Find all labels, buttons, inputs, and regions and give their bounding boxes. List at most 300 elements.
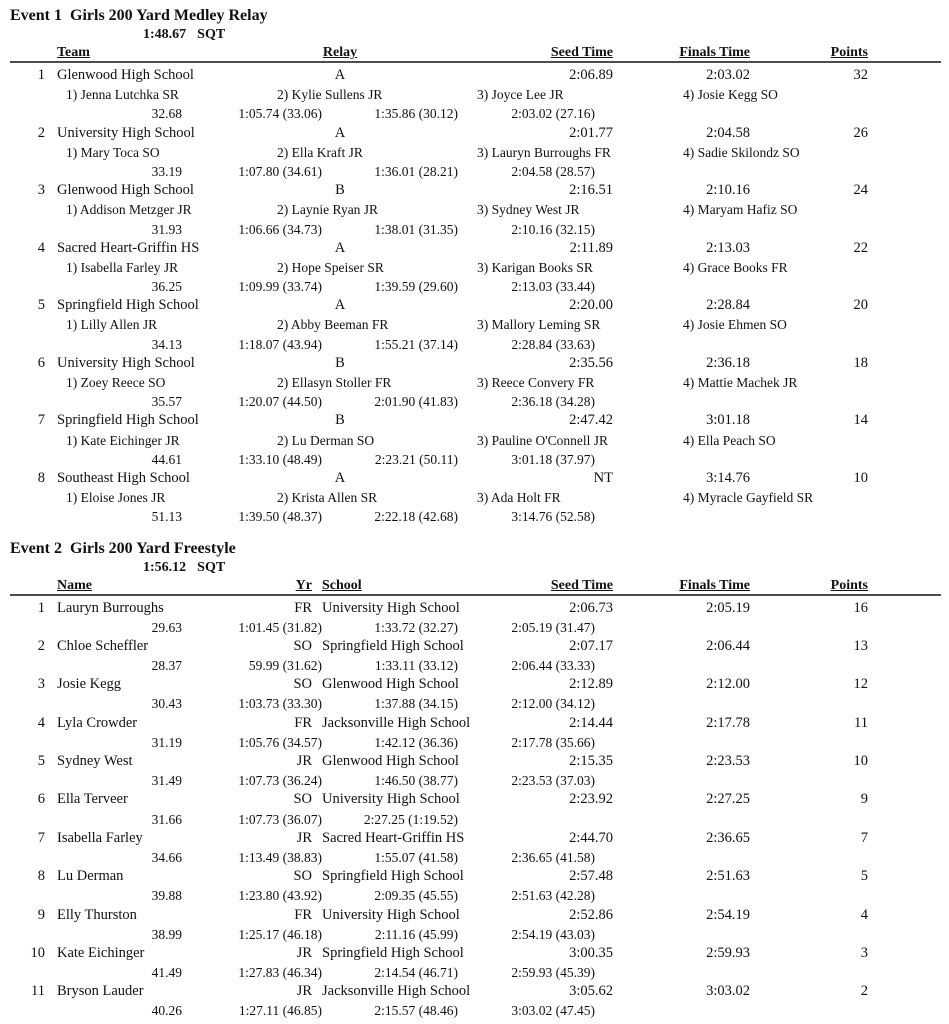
team-name: University High School xyxy=(57,124,195,141)
split-time: 1:07.80 (34.61) xyxy=(238,163,322,179)
swimmer-name: 2) Hope Speiser SR xyxy=(277,259,384,275)
split-time: 1:33.11 (33.12) xyxy=(374,658,458,674)
place-number: 1 xyxy=(37,67,45,83)
finals-time: 2:05.19 xyxy=(706,599,750,616)
relay-result-row xyxy=(0,66,949,124)
finals-time: 2:36.18 xyxy=(706,354,750,371)
points-value: 9 xyxy=(860,791,868,808)
individual-result-row xyxy=(0,906,949,944)
finals-time: 2:04.58 xyxy=(706,124,750,141)
split-time: 44.61 xyxy=(151,451,182,467)
finals-time: 2:59.93 xyxy=(706,944,750,961)
split-time: 2:13.03 (33.44) xyxy=(511,279,595,295)
swimmer-name: Lu Derman xyxy=(57,868,124,885)
finals-time: 2:54.19 xyxy=(706,906,750,923)
points-value: 13 xyxy=(853,637,868,654)
seed-time: 2:44.70 xyxy=(569,829,613,846)
split-time: 32.68 xyxy=(151,106,182,122)
split-time: 3:03.02 (47.45) xyxy=(511,1003,595,1019)
split-time: 2:28.84 (33.63) xyxy=(511,336,595,352)
swimmer-name: 2) Krista Allen SR xyxy=(277,490,378,506)
swimmer-name: Josie Kegg xyxy=(57,676,122,693)
school-name: University High School xyxy=(322,906,460,923)
splits-line xyxy=(0,925,949,944)
split-time: 41.49 xyxy=(151,965,182,981)
finals-time: 2:06.44 xyxy=(706,637,750,654)
split-time: 2:01.90 (41.83) xyxy=(374,394,458,410)
swimmer-name: 1) Mary Toca SO xyxy=(66,144,160,160)
split-time: 2:36.65 (41.58) xyxy=(511,849,595,865)
splits-line xyxy=(0,656,949,675)
swimmer-name: Ella Terveer xyxy=(57,791,128,808)
split-time: 1:09.99 (33.74) xyxy=(238,279,322,295)
split-time: 1:23.80 (43.92) xyxy=(238,888,322,904)
relay-swimmers-line xyxy=(0,258,949,277)
split-time: 1:33.10 (48.49) xyxy=(238,451,322,467)
column-header-seed-time: Seed Time xyxy=(550,45,613,60)
individual-result-row xyxy=(0,982,949,1020)
splits-line xyxy=(0,335,949,354)
split-time: 33.19 xyxy=(151,163,182,179)
individual-result-row xyxy=(0,637,949,675)
place-number: 6 xyxy=(37,791,45,808)
points-value: 10 xyxy=(853,469,868,486)
seed-time: NT xyxy=(593,469,613,486)
swimmer-name: 2) Ella Kraft JR xyxy=(277,144,363,160)
result-main-line xyxy=(0,469,949,488)
swimmer-name: Bryson Lauder xyxy=(57,983,144,1000)
event2-section xyxy=(0,533,949,1021)
relay-result-row xyxy=(0,124,949,182)
seed-time: 2:11.89 xyxy=(569,239,613,256)
school-name: Jacksonville High School xyxy=(322,714,471,731)
splits-line xyxy=(0,848,949,867)
splits-line xyxy=(0,733,949,752)
swimmer-year: SO xyxy=(293,676,312,693)
place-number: 2 xyxy=(37,124,45,141)
seed-time: 2:01.77 xyxy=(569,124,613,141)
swimmer-name: 3) Reece Convery FR xyxy=(477,375,595,390)
finals-time: 2:28.84 xyxy=(706,297,750,314)
relay-letter: B xyxy=(335,354,345,371)
points-value: 2 xyxy=(860,983,868,1000)
finals-time: 2:03.02 xyxy=(706,67,750,83)
points-value: 26 xyxy=(853,124,868,141)
relay-swimmers-line xyxy=(0,373,949,392)
split-time: 2:06.44 (33.33) xyxy=(511,658,595,674)
swimmer-name: Lyla Crowder xyxy=(57,714,138,731)
splits-line xyxy=(0,104,949,123)
place-number: 7 xyxy=(37,829,45,846)
points-value: 24 xyxy=(853,182,868,199)
event2-qualifying-line xyxy=(0,558,949,577)
swimmer-year: SO xyxy=(293,791,312,808)
relay-swimmers-line xyxy=(0,488,949,507)
split-time: 1:46.50 (38.77) xyxy=(374,773,458,789)
splits-line xyxy=(0,886,949,905)
split-time: 2:10.16 (32.15) xyxy=(511,221,595,237)
relay-letter: B xyxy=(335,182,345,199)
relay-swimmers-line xyxy=(0,315,949,334)
swimmer-year: JR xyxy=(296,983,312,1000)
swimmer-name: 3) Sydney West JR xyxy=(477,202,580,218)
points-value: 11 xyxy=(854,714,868,731)
team-name: University High School xyxy=(57,354,195,371)
swimmer-name: 1) Addison Metzger JR xyxy=(66,202,192,218)
swimmer-year: FR xyxy=(294,599,312,616)
swimmer-year: JR xyxy=(296,753,312,769)
split-time: 2:54.19 (43.03) xyxy=(511,926,595,942)
split-time: 34.66 xyxy=(151,849,182,865)
seed-time: 2:07.17 xyxy=(569,637,613,654)
column-header-yr: Yr xyxy=(295,577,312,593)
splits-line xyxy=(0,277,949,296)
swimmer-name: 1) Kate Eichinger JR xyxy=(66,432,180,448)
seed-time: 2:35.56 xyxy=(569,354,613,371)
split-time: 31.49 xyxy=(151,773,182,789)
split-time: 2:15.57 (48.46) xyxy=(374,1003,458,1019)
split-time: 1:36.01 (28.21) xyxy=(374,163,458,179)
split-time: 2:22.18 (42.68) xyxy=(374,509,458,525)
seed-time: 2:23.92 xyxy=(569,791,613,808)
swimmer-name: 3) Pauline O'Connell JR xyxy=(477,432,609,448)
result-main-line xyxy=(0,675,949,694)
event1-qualifying-time: 1:48.67 xyxy=(143,27,187,42)
result-main-line xyxy=(0,239,949,258)
column-header-finals-time: Finals Time xyxy=(679,577,750,593)
team-name: Springfield High School xyxy=(57,412,199,429)
school-name: University High School xyxy=(322,599,460,616)
relay-letter: A xyxy=(334,124,346,141)
event1-qualifying-tag: SQT xyxy=(197,27,226,42)
seed-time: 2:57.48 xyxy=(569,868,613,885)
school-name: Springfield High School xyxy=(322,944,464,961)
split-time: 1:55.07 (41.58) xyxy=(374,849,458,865)
swimmer-name: 4) Josie Kegg SO xyxy=(683,87,778,103)
split-time: 2:23.21 (50.11) xyxy=(374,451,458,467)
individual-result-row xyxy=(0,790,949,828)
seed-time: 3:00.35 xyxy=(569,944,613,961)
column-header-points: Points xyxy=(830,45,868,60)
swimmer-name: 3) Ada Holt FR xyxy=(477,490,561,506)
individual-result-row xyxy=(0,829,949,867)
split-time: 1:01.45 (31.82) xyxy=(238,619,322,635)
swimmer-name: Kate Eichinger xyxy=(57,944,145,961)
split-time: 1:27.83 (46.34) xyxy=(238,965,322,981)
column-header-seed-time: Seed Time xyxy=(550,577,613,593)
place-number: 5 xyxy=(37,297,45,314)
swimmer-name: 4) Josie Ehmen SO xyxy=(683,317,787,333)
split-time: 2:27.25 (1:19.52) xyxy=(363,811,458,827)
relay-result-row xyxy=(0,239,949,297)
swimmer-name: Lauryn Burroughs xyxy=(57,599,164,616)
split-time: 28.37 xyxy=(151,658,182,674)
event1-header-row xyxy=(0,44,949,61)
result-main-line xyxy=(0,906,949,925)
finals-time: 2:27.25 xyxy=(706,791,750,808)
split-time: 1:35.86 (30.12) xyxy=(374,106,458,122)
result-main-line xyxy=(0,714,949,733)
swimmer-name: 4) Maryam Hafiz SO xyxy=(683,202,798,218)
points-value: 4 xyxy=(860,906,868,923)
result-main-line xyxy=(0,66,949,85)
split-time: 2:17.78 (35.66) xyxy=(511,734,595,750)
individual-result-row xyxy=(0,599,949,637)
finals-time: 3:03.02 xyxy=(706,983,750,1000)
swimmer-name: 4) Ella Peach SO xyxy=(683,432,776,448)
splits-line xyxy=(0,220,949,239)
event1-qualifying-line xyxy=(0,25,949,44)
seed-time: 2:47.42 xyxy=(569,412,613,429)
swimmer-name: Sydney West xyxy=(57,753,133,769)
splits-line xyxy=(0,507,949,526)
column-header-team: Team xyxy=(57,45,90,60)
split-time: 31.19 xyxy=(151,734,182,750)
points-value: 3 xyxy=(860,944,868,961)
split-time: 1:33.72 (32.27) xyxy=(374,619,458,635)
split-time: 1:27.11 (46.85) xyxy=(238,1003,322,1019)
relay-letter: A xyxy=(334,67,346,83)
split-time: 2:05.19 (31.47) xyxy=(511,619,595,635)
place-number: 4 xyxy=(37,239,45,256)
split-time: 36.25 xyxy=(151,279,182,295)
split-time: 1:07.73 (36.07) xyxy=(238,811,322,827)
column-header-school: School xyxy=(322,577,362,593)
split-time: 1:07.73 (36.24) xyxy=(238,773,322,789)
event1-results-list xyxy=(0,61,949,527)
seed-time: 2:20.00 xyxy=(569,297,613,314)
place-number: 6 xyxy=(37,354,45,371)
splits-line xyxy=(0,450,949,469)
place-number: 3 xyxy=(37,182,45,199)
points-value: 10 xyxy=(853,753,868,769)
split-time: 1:13.49 (38.83) xyxy=(238,849,322,865)
split-time: 34.13 xyxy=(151,336,182,352)
team-name: Southeast High School xyxy=(57,469,190,486)
swimmer-name: 2) Abby Beeman FR xyxy=(277,317,389,333)
split-time: 1:38.01 (31.35) xyxy=(374,221,458,237)
result-main-line xyxy=(0,124,949,143)
school-name: Glenwood High School xyxy=(322,753,459,769)
relay-letter: A xyxy=(334,469,346,486)
place-number: 1 xyxy=(37,599,45,616)
points-value: 16 xyxy=(853,599,868,616)
swimmer-name: 1) Lilly Allen JR xyxy=(66,317,158,333)
finals-time: 2:17.78 xyxy=(706,714,750,731)
place-number: 9 xyxy=(37,906,45,923)
split-time: 2:04.58 (28.57) xyxy=(511,163,595,179)
swimmer-name: Chloe Scheffler xyxy=(57,637,149,654)
split-time: 51.13 xyxy=(151,509,182,525)
split-time: 1:55.21 (37.14) xyxy=(374,336,458,352)
split-time: 2:59.93 (45.39) xyxy=(511,965,595,981)
swimmer-name: 2) Kylie Sullens JR xyxy=(277,87,383,103)
individual-result-row xyxy=(0,944,949,982)
relay-letter: B xyxy=(335,412,345,429)
split-time: 29.63 xyxy=(151,619,182,635)
splits-line xyxy=(0,392,949,411)
result-main-line xyxy=(0,637,949,656)
split-time: 2:14.54 (46.71) xyxy=(374,965,458,981)
finals-time: 2:12.00 xyxy=(706,676,750,693)
relay-result-row xyxy=(0,296,949,354)
swimmer-name: 1) Zoey Reece SO xyxy=(66,375,166,390)
swimmer-year: SO xyxy=(293,868,312,885)
swimmer-year: FR xyxy=(294,714,312,731)
team-name: Glenwood High School xyxy=(57,67,194,83)
splits-line xyxy=(0,963,949,982)
split-time: 1:18.07 (43.94) xyxy=(238,336,322,352)
swimmer-name: 3) Lauryn Burroughs FR xyxy=(477,144,611,160)
individual-result-row xyxy=(0,867,949,905)
points-value: 18 xyxy=(853,354,868,371)
swimmer-name: 4) Sadie Skilondz SO xyxy=(683,144,800,160)
split-time: 2:51.63 (42.28) xyxy=(511,888,595,904)
place-number: 8 xyxy=(37,868,45,885)
split-time: 3:01.18 (37.97) xyxy=(511,451,595,467)
column-header-points: Points xyxy=(830,577,868,593)
place-number: 7 xyxy=(37,412,45,429)
relay-swimmers-line xyxy=(0,431,949,450)
split-time: 31.93 xyxy=(151,221,182,237)
event2-title: Event 2 Girls 200 Yard Freestyle xyxy=(10,539,236,557)
split-time: 1:03.73 (33.30) xyxy=(238,696,322,712)
swimmer-name: Elly Thurston xyxy=(57,906,137,923)
points-value: 7 xyxy=(860,829,868,846)
splits-line xyxy=(0,1001,949,1020)
points-value: 32 xyxy=(853,67,868,83)
team-name: Springfield High School xyxy=(57,297,199,314)
points-value: 14 xyxy=(853,412,868,429)
split-time: 2:12.00 (34.12) xyxy=(511,696,595,712)
result-main-line xyxy=(0,752,949,771)
team-name: Glenwood High School xyxy=(57,182,194,199)
event2-qualifying-time: 1:56.12 xyxy=(143,559,187,575)
finals-time: 2:10.16 xyxy=(706,182,750,199)
event2-header-row xyxy=(0,577,949,594)
seed-time: 2:15.35 xyxy=(569,753,613,769)
splits-line xyxy=(0,810,949,829)
split-time: 1:37.88 (34.15) xyxy=(374,696,458,712)
seed-time: 2:14.44 xyxy=(569,714,613,731)
swimmer-name: 2) Laynie Ryan JR xyxy=(277,202,379,218)
split-time: 3:14.76 (52.58) xyxy=(511,509,595,525)
result-main-line xyxy=(0,867,949,886)
split-time: 38.99 xyxy=(151,926,182,942)
split-time: 2:03.02 (27.16) xyxy=(511,106,595,122)
relay-result-row xyxy=(0,411,949,469)
split-time: 39.88 xyxy=(151,888,182,904)
school-name: Glenwood High School xyxy=(322,676,459,693)
result-main-line xyxy=(0,411,949,430)
individual-result-row xyxy=(0,675,949,713)
event2-results-list xyxy=(0,594,949,1021)
split-time: 40.26 xyxy=(151,1003,182,1019)
seed-time: 2:52.86 xyxy=(569,906,613,923)
result-main-line xyxy=(0,982,949,1001)
finals-time: 2:23.53 xyxy=(706,753,750,769)
split-time: 1:06.66 (34.73) xyxy=(238,221,322,237)
swimmer-year: JR xyxy=(296,944,312,961)
seed-time: 2:06.89 xyxy=(569,67,613,83)
result-main-line xyxy=(0,181,949,200)
split-time: 1:42.12 (36.36) xyxy=(374,734,458,750)
splits-line xyxy=(0,694,949,713)
relay-swimmers-line xyxy=(0,143,949,162)
swimmer-year: JR xyxy=(296,829,312,846)
place-number: 5 xyxy=(37,753,45,769)
school-name: Springfield High School xyxy=(322,637,464,654)
split-time: 2:11.16 (45.99) xyxy=(374,926,458,942)
split-time: 30.43 xyxy=(151,696,182,712)
place-number: 11 xyxy=(31,983,45,1000)
swimmer-name: 2) Lu Derman SO xyxy=(277,432,375,448)
swimmer-name: 2) Ellasyn Stoller FR xyxy=(277,375,392,390)
result-main-line xyxy=(0,599,949,618)
individual-result-row xyxy=(0,752,949,790)
place-number: 10 xyxy=(30,944,45,961)
relay-letter: A xyxy=(334,297,346,314)
swimmer-name: 1) Jenna Lutchka SR xyxy=(66,87,179,103)
school-name: Springfield High School xyxy=(322,868,464,885)
event1-title: Event 1 Girls 200 Yard Medley Relay xyxy=(10,7,268,24)
column-header-name: Name xyxy=(57,577,92,593)
split-time: 31.66 xyxy=(151,811,182,827)
finals-time: 3:14.76 xyxy=(706,469,750,486)
split-time: 2:36.18 (34.28) xyxy=(511,394,595,410)
school-name: Jacksonville High School xyxy=(322,983,471,1000)
swimmer-name: 3) Joyce Lee JR xyxy=(477,87,564,103)
relay-result-row xyxy=(0,181,949,239)
points-value: 22 xyxy=(853,239,868,256)
team-name: Sacred Heart-Griffin HS xyxy=(57,239,200,256)
column-header-relay: Relay xyxy=(322,45,358,60)
column-header-finals-time: Finals Time xyxy=(679,45,750,60)
individual-result-row xyxy=(0,714,949,752)
split-time: 2:23.53 (37.03) xyxy=(511,773,595,789)
swimmer-name: 4) Grace Books FR xyxy=(683,259,788,275)
split-time: 1:39.59 (29.60) xyxy=(374,279,458,295)
relay-result-row xyxy=(0,469,949,527)
swimmer-year: FR xyxy=(294,906,312,923)
swimmer-name: 4) Mattie Machek JR xyxy=(683,375,798,390)
swimmer-name: 4) Myracle Gayfield SR xyxy=(683,490,814,506)
relay-result-row xyxy=(0,354,949,412)
relay-swimmers-line xyxy=(0,200,949,219)
finals-time: 2:51.63 xyxy=(706,868,750,885)
swimmer-name: 3) Mallory Leming SR xyxy=(477,317,601,333)
result-main-line xyxy=(0,790,949,809)
place-number: 2 xyxy=(37,637,45,654)
result-main-line xyxy=(0,354,949,373)
relay-swimmers-line xyxy=(0,85,949,104)
splits-line xyxy=(0,618,949,637)
split-time: 1:20.07 (44.50) xyxy=(238,394,322,410)
swimmer-name: 1) Eloise Jones JR xyxy=(66,490,166,506)
split-time: 1:05.76 (34.57) xyxy=(238,734,322,750)
finals-time: 3:01.18 xyxy=(706,412,750,429)
splits-line xyxy=(0,162,949,181)
points-value: 20 xyxy=(853,297,868,314)
relay-letter: A xyxy=(334,239,346,256)
result-main-line xyxy=(0,296,949,315)
school-name: University High School xyxy=(322,791,460,808)
place-number: 3 xyxy=(37,676,45,693)
seed-time: 2:12.89 xyxy=(569,676,613,693)
swimmer-name: 1) Isabella Farley JR xyxy=(66,259,179,275)
split-time: 2:09.35 (45.55) xyxy=(374,888,458,904)
school-name: Sacred Heart-Griffin HS xyxy=(322,829,465,846)
